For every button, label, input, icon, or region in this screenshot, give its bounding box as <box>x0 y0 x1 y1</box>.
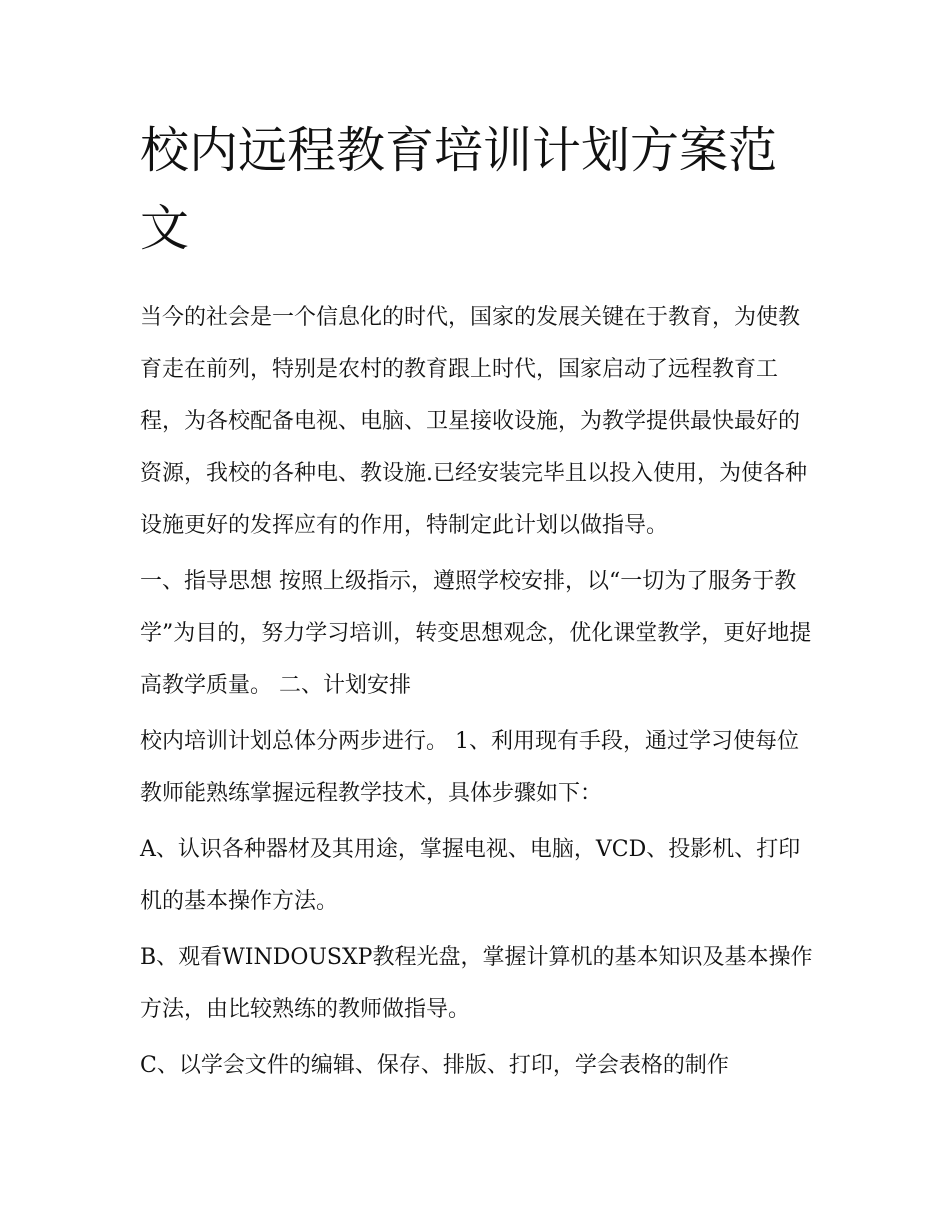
document-content <box>140 112 820 1092</box>
document-title: 校内远程教育培训计划方案范文 <box>140 122 778 257</box>
paragraph-guiding-ideology: 一、指导思想 按照上级指示，遵照学校安排，以“一切为了服务于教学”为目的，努力学习培训，转变思想观念，优化课堂教学，更好地提高教学质量。 二、计划安排 <box>140 569 812 698</box>
paragraph-step-c: C、以学会文件的编辑、保存、排版、打印，学会表格的制作 <box>140 1053 729 1078</box>
document-body <box>140 292 820 1092</box>
paragraph-intro: 当今的社会是一个信息化的时代，国家的发展关键在于教育，为使教育走在前列，特别是农村的教育跟上时代，国家启动了远程教育工程，为各校配备电视、电脑、卫星接收设施，为教学提供最快最好的资源，我校的各种电、教设施.已经安装完毕且以投入使用，为使各种设施更好的发挥应有的作用，特制定此计划以做指导。 <box>140 305 807 538</box>
paragraph-step-b: B、观看WINDOUSXP教程光盘，掌握计算机的基本知识及基本操作方法，由比较熟练的教师做指导。 <box>140 945 813 1022</box>
paragraph-step-a: A、认识各种器材及其用途，掌握电视、电脑，VCD、投影机、打印机的基本操作方法。 <box>140 837 801 914</box>
paragraph-training-plan: 校内培训计划总体分两步进行。 1、利用现有手段，通过学习使每位教师能熟练掌握远程教学技术，具体步骤如下： <box>140 729 799 806</box>
